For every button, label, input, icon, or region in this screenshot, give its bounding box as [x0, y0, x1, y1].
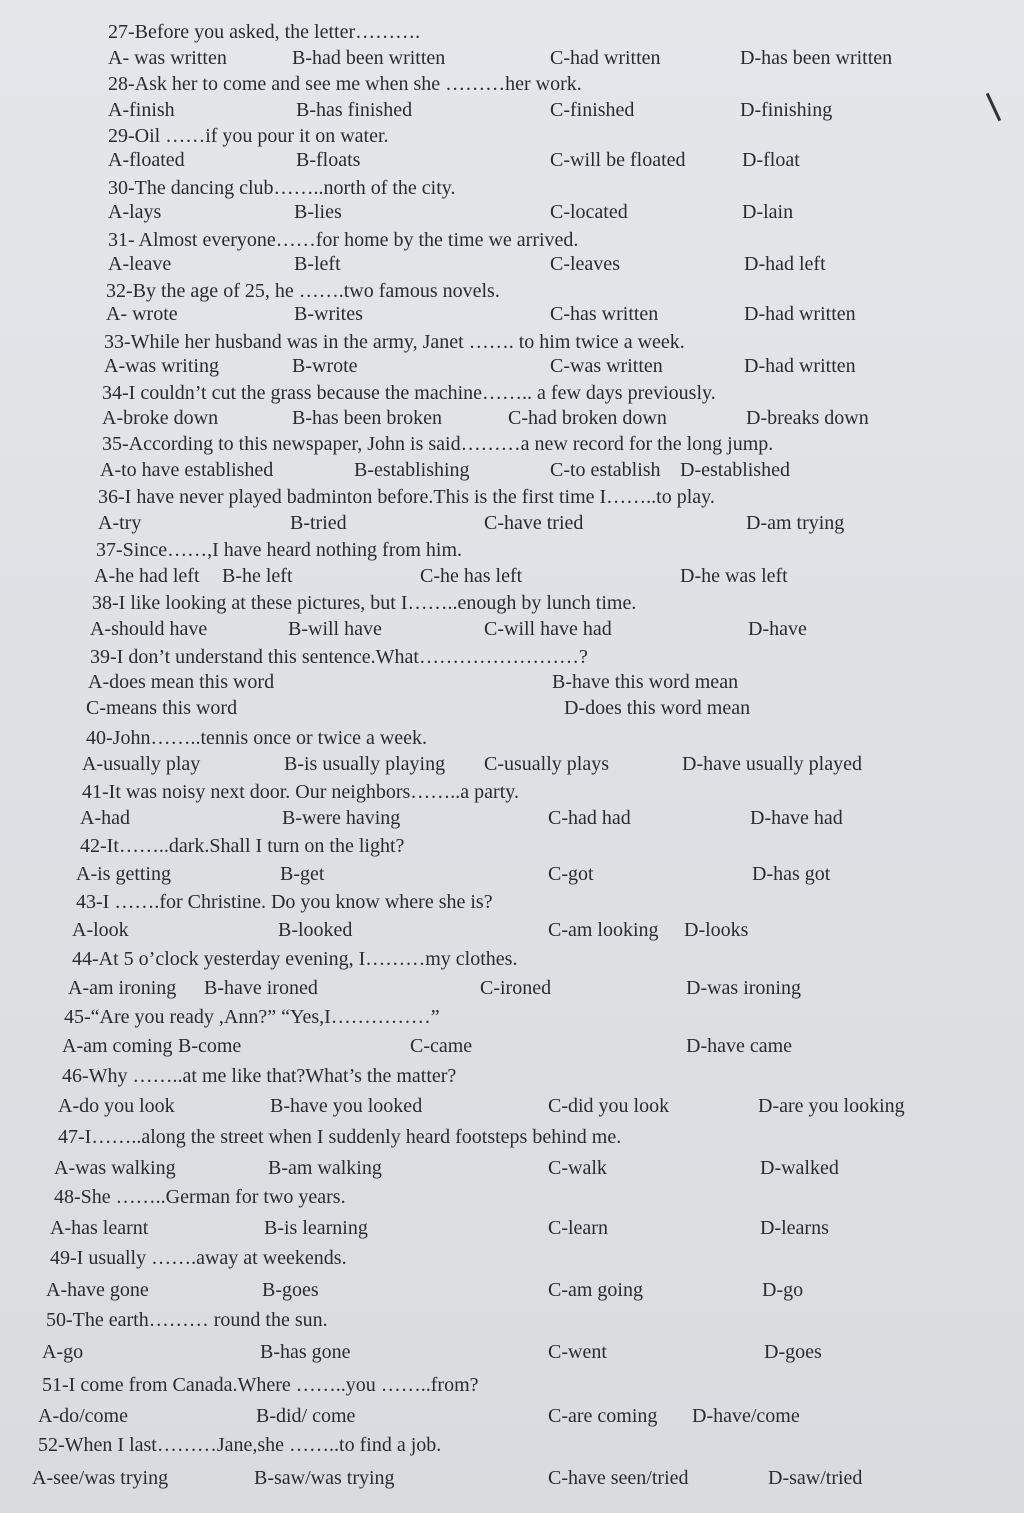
- answer-option[interactable]: B-have ironed: [204, 977, 318, 999]
- answer-option[interactable]: C-came: [410, 1035, 473, 1057]
- question-stem: 29-Oil ……if you pour it on water.: [108, 125, 389, 147]
- answer-option[interactable]: C-had written: [550, 47, 661, 69]
- answer-option[interactable]: D-walked: [760, 1157, 839, 1179]
- answer-option[interactable]: A-have gone: [46, 1279, 149, 1301]
- question-stem: 38-I like looking at these pictures, but I……..enough by lunch time.: [92, 592, 637, 614]
- question-stem: 28-Ask her to come and see me when she ………her work.: [108, 73, 582, 95]
- question-stem: 36-I have never played badminton before.This is the first time I……..to play.: [98, 486, 715, 508]
- answer-option[interactable]: C-am looking: [548, 919, 659, 941]
- answer-option[interactable]: B-left: [294, 253, 341, 275]
- question-stem: 50-The earth……… round the sun.: [46, 1309, 328, 1331]
- answer-option[interactable]: A-broke down: [102, 407, 219, 429]
- answer-option[interactable]: B-get: [280, 863, 325, 885]
- question-stem: 35-According to this newspaper, John is said………a new record for the long jump.: [102, 433, 774, 455]
- answer-option[interactable]: B-is learning: [264, 1217, 368, 1239]
- answer-option[interactable]: D-has been written: [740, 47, 893, 69]
- answer-option[interactable]: C-was written: [550, 355, 663, 377]
- answer-option[interactable]: B-has gone: [260, 1341, 351, 1363]
- answer-option[interactable]: C-will be floated: [550, 149, 686, 171]
- answer-option[interactable]: D-has got: [752, 863, 831, 885]
- answer-option[interactable]: D-have had: [750, 807, 843, 829]
- answer-option[interactable]: D-finishing: [740, 99, 833, 121]
- answer-option[interactable]: B-tried: [290, 512, 347, 534]
- question-stem: 37-Since……,I have heard nothing from him.: [96, 539, 463, 561]
- answer-option[interactable]: D-have/come: [692, 1405, 800, 1427]
- answer-option[interactable]: A-am ironing: [68, 977, 177, 999]
- question-stem: 46-Why ……..at me like that?What’s the matter?: [62, 1065, 457, 1087]
- question-stem: 27-Before you asked, the letter……….: [108, 21, 421, 43]
- answer-option[interactable]: A-floated: [108, 149, 185, 171]
- answer-option[interactable]: D-have usually played: [682, 753, 862, 775]
- question-stem: 32-By the age of 25, he …….two famous novels.: [106, 280, 500, 302]
- answer-option[interactable]: A-see/was trying: [32, 1467, 169, 1489]
- answer-option[interactable]: A-do you look: [58, 1095, 175, 1117]
- answer-option[interactable]: D-he was left: [680, 565, 788, 587]
- answer-option[interactable]: C-had broken down: [508, 407, 667, 429]
- answer-option[interactable]: B-establishing: [354, 459, 470, 481]
- answer-option[interactable]: A-finish: [108, 99, 175, 121]
- answer-option[interactable]: C-usually plays: [484, 753, 609, 775]
- answer-option[interactable]: B-am walking: [268, 1157, 382, 1179]
- answer-option[interactable]: C-to establish: [550, 459, 661, 481]
- answer-option[interactable]: A- wrote: [106, 303, 178, 325]
- question-stem: 34-I couldn’t cut the grass because the machine…….. a few days previously.: [102, 382, 716, 404]
- answer-option[interactable]: B-wrote: [292, 355, 358, 377]
- answer-option[interactable]: C-finished: [550, 99, 635, 121]
- pen-mark: [986, 93, 1001, 121]
- answer-option[interactable]: A-go: [42, 1341, 84, 1363]
- answer-option[interactable]: B-saw/was trying: [254, 1467, 395, 1489]
- answer-option[interactable]: C-will have had: [484, 618, 612, 640]
- answer-option[interactable]: A-lays: [108, 201, 162, 223]
- question-stem: 30-The dancing club……..north of the city.: [108, 177, 456, 199]
- answer-option[interactable]: C-walk: [548, 1157, 607, 1179]
- answer-option[interactable]: D-saw/tried: [768, 1467, 863, 1489]
- answer-option[interactable]: D-breaks down: [746, 407, 869, 429]
- answer-option[interactable]: D-go: [762, 1279, 804, 1301]
- answer-option[interactable]: C-located: [550, 201, 628, 223]
- answer-option[interactable]: D-am trying: [746, 512, 845, 534]
- answer-option[interactable]: C-ironed: [480, 977, 552, 999]
- answer-option[interactable]: B-goes: [262, 1279, 319, 1301]
- answer-option[interactable]: A-he had left: [94, 565, 200, 587]
- answer-option[interactable]: C-had had: [548, 807, 631, 829]
- answer-option[interactable]: A- was written: [108, 47, 227, 69]
- answer-option[interactable]: A-does mean this word: [88, 671, 275, 693]
- answer-option[interactable]: C-leaves: [550, 253, 620, 275]
- question-stem: 41-It was noisy next door. Our neighbors……..a party.: [82, 781, 519, 803]
- answer-option[interactable]: B-writes: [294, 303, 363, 325]
- answer-option[interactable]: A-look: [72, 919, 129, 941]
- question-stem: 49-I usually …….away at weekends.: [50, 1247, 347, 1269]
- answer-option[interactable]: A-was walking: [54, 1157, 176, 1179]
- answer-option[interactable]: C-am going: [548, 1279, 643, 1301]
- question-stem: 42-It……..dark.Shall I turn on the light?: [80, 835, 405, 857]
- answer-option[interactable]: D-looks: [684, 919, 749, 941]
- question-stem: 39-I don’t understand this sentence.What……………………?: [90, 646, 588, 668]
- answer-option[interactable]: A-leave: [108, 253, 172, 275]
- answer-option[interactable]: D-established: [680, 459, 790, 481]
- answer-option[interactable]: D-learns: [760, 1217, 829, 1239]
- answer-option[interactable]: C-he has left: [420, 565, 523, 587]
- answer-option[interactable]: B-did/ come: [256, 1405, 356, 1427]
- question-stem: 43-I …….for Christine. Do you know where she is?: [76, 891, 493, 913]
- answer-option[interactable]: A-am coming: [62, 1035, 173, 1057]
- answer-option[interactable]: B-will have: [288, 618, 382, 640]
- question-stem: 44-At 5 o’clock yesterday evening, I………my clothes.: [72, 948, 518, 970]
- answer-option[interactable]: C-has written: [550, 303, 659, 325]
- answer-option[interactable]: B-has been broken: [292, 407, 442, 429]
- answer-option[interactable]: B-have this word mean: [552, 671, 739, 693]
- answer-option[interactable]: B-he left: [222, 565, 293, 587]
- answer-option[interactable]: D-does this word mean: [564, 697, 751, 719]
- answer-option[interactable]: B-is usually playing: [284, 753, 446, 775]
- answer-option[interactable]: A-is getting: [76, 863, 171, 885]
- answer-option[interactable]: B-come: [178, 1035, 242, 1057]
- answer-option[interactable]: A-had: [80, 807, 130, 829]
- question-stem: 31- Almost everyone……for home by the time we arrived.: [108, 229, 579, 251]
- answer-option[interactable]: D-have: [748, 618, 807, 640]
- question-stem: 52-When I last………Jane,she ……..to find a job.: [38, 1434, 442, 1456]
- question-stem: 48-She ……..German for two years.: [54, 1186, 346, 1208]
- answer-option[interactable]: A-do/come: [38, 1405, 128, 1427]
- question-stem: 33-While her husband was in the army, Janet ……. to him twice a week.: [104, 331, 685, 353]
- answer-option[interactable]: B-looked: [278, 919, 353, 941]
- answer-option[interactable]: D-goes: [764, 1341, 822, 1363]
- answer-option[interactable]: B-lies: [294, 201, 342, 223]
- question-stem: 51-I come from Canada.Where ……..you ……..from?: [42, 1374, 479, 1396]
- answer-option[interactable]: D-had written: [744, 355, 856, 377]
- answer-option[interactable]: C-did you look: [548, 1095, 670, 1117]
- answer-option[interactable]: B-have you looked: [270, 1095, 423, 1117]
- answer-option[interactable]: B-had been written: [292, 47, 446, 69]
- answer-option[interactable]: C-have tried: [484, 512, 584, 534]
- answer-option[interactable]: C-went: [548, 1341, 607, 1363]
- answer-option[interactable]: C-means this word: [86, 697, 238, 719]
- answer-option[interactable]: C-learn: [548, 1217, 608, 1239]
- answer-option[interactable]: D-float: [742, 149, 800, 171]
- answer-option[interactable]: D-are you looking: [758, 1095, 905, 1117]
- answer-option[interactable]: C-have seen/tried: [548, 1467, 689, 1489]
- question-stem: 40-John……..tennis once or twice a week.: [86, 727, 428, 749]
- answer-option[interactable]: D-had written: [744, 303, 856, 325]
- answer-option[interactable]: A-has learnt: [50, 1217, 149, 1239]
- answer-option[interactable]: A-should have: [90, 618, 208, 640]
- answer-option[interactable]: A-try: [98, 512, 142, 534]
- answer-option[interactable]: C-got: [548, 863, 594, 885]
- question-stem: 47-I……..along the street when I suddenly heard footsteps behind me.: [58, 1126, 622, 1148]
- answer-option[interactable]: D-have came: [686, 1035, 793, 1057]
- answer-option[interactable]: A-to have established: [100, 459, 274, 481]
- question-stem: 45-“Are you ready ,Ann?” “Yes,I……………”: [64, 1006, 440, 1028]
- answer-option[interactable]: A-usually play: [82, 753, 201, 775]
- answer-option[interactable]: D-lain: [742, 201, 794, 223]
- answer-option[interactable]: C-are coming: [548, 1405, 658, 1427]
- answer-option[interactable]: D-had left: [744, 253, 826, 275]
- answer-option[interactable]: B-were having: [282, 807, 401, 829]
- answer-option[interactable]: B-has finished: [296, 99, 413, 121]
- answer-option[interactable]: D-was ironing: [686, 977, 801, 999]
- answer-option[interactable]: A-was writing: [104, 355, 219, 377]
- answer-option[interactable]: B-floats: [296, 149, 361, 171]
